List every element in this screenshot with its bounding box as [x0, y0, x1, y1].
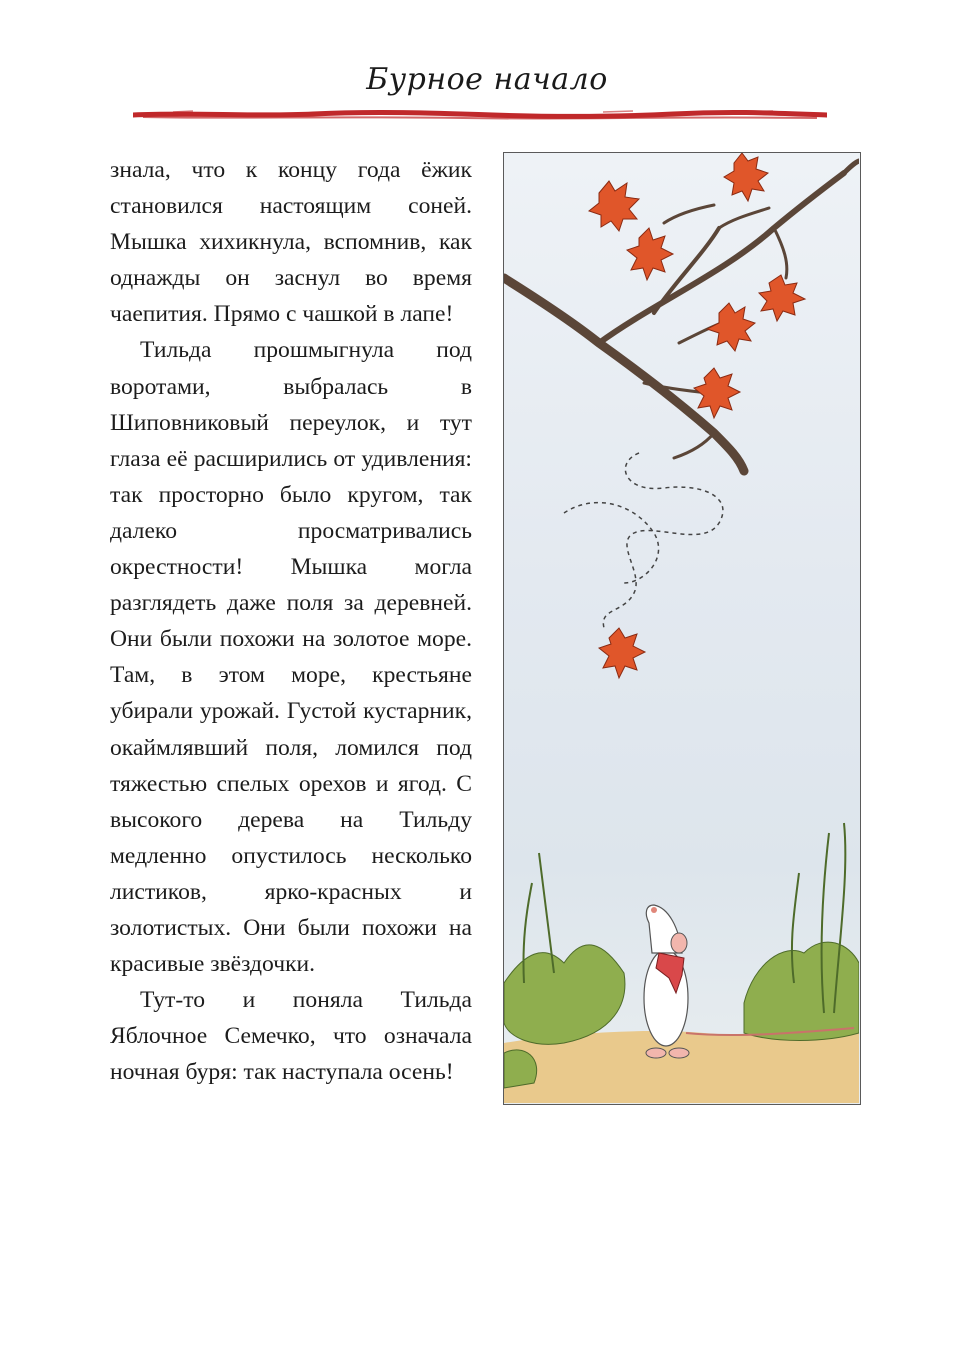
paragraph-2: Тильда прошмыгнула под воротами, выбралась в Шиповниковый переулок, и тут глаза её расширились от удивления: так просторно было кругом, так далеко просматривались окрестности! Мышка могла разглядеть даже поля за деревней. Они были похожи на золотое море. Там, в этом море, крестьяне убирали урожай. Густой кустарник, окаймлявший поля, ломился под тяжестью спелых орехов и ягод. С высокого дерева на Тильду медленно опустилось несколько листиков, ярко-красных и золотистых. Они были похожи на красивые звёздочки.: [110, 337, 472, 978]
running-header-title: Бурное начало: [366, 62, 608, 97]
paragraph-3: Тут-то и поняла Тильда Яблочное Семечко, что означала ночная буря: так наступала осень!: [110, 987, 472, 1086]
falling-leaf-trail: [603, 453, 723, 628]
tree-branch: [504, 161, 859, 471]
illustration-artwork: [504, 153, 859, 1103]
autumn-mouse-illustration: [503, 152, 861, 1105]
body-text-column: [110, 152, 472, 1090]
header-red-rule: [133, 108, 827, 122]
paragraph-1: знала, что к концу года ёжик становился настоящим соней. Мышка хихикнула, вспомнив, как однажды он заснул во время чаепития. Прямо с чашкой в лапе!: [110, 157, 472, 328]
